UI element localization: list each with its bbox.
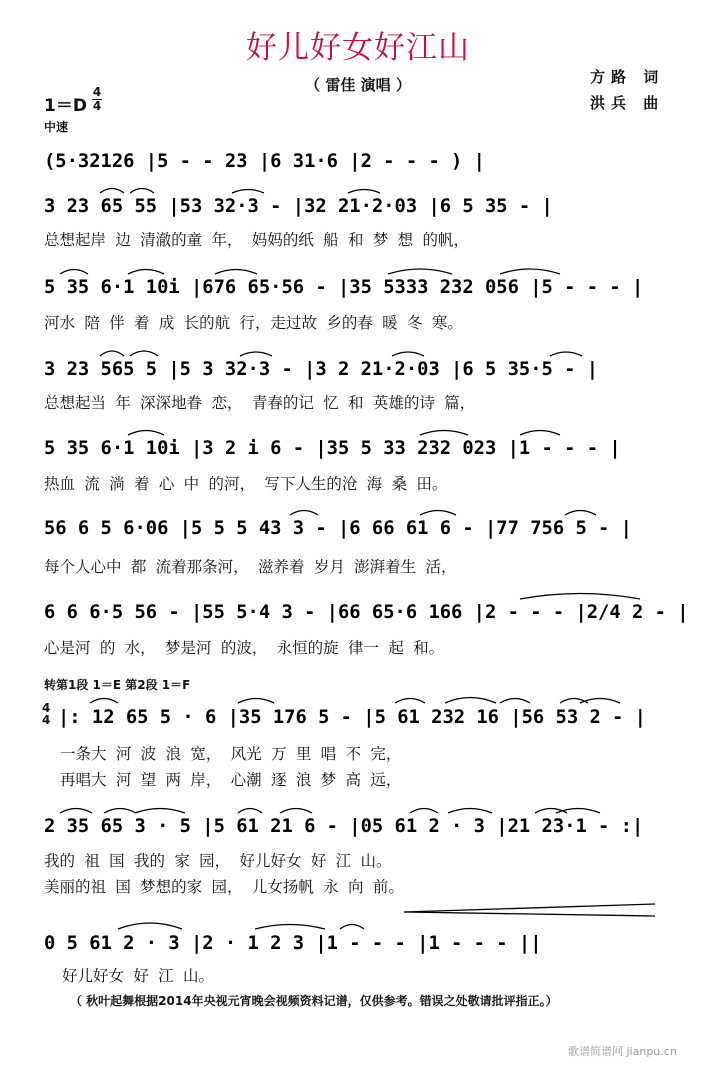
- lyric-line: 一条大 河 波 浪 宽， 风光 万 里 唱 不 完，: [60, 745, 402, 763]
- lyric-line: 每个人心中 都 流着那条河， 滋养着 岁月 澎湃着生 活，: [44, 558, 457, 576]
- lyric-line: 再唱大 河 望 两 岸， 心潮 逐 浪 梦 高 远，: [60, 771, 402, 789]
- subtitle: （ 雷佳 演唱 ）: [305, 76, 411, 94]
- notation-line: 3 23 65 55 |53 32·3 - |32 21·2·03 |6 5 35 - |: [44, 196, 553, 217]
- lyric-line: 总想起岸 边 清澈的童 年， 妈妈的纸 船 和 梦 想 的帆，: [44, 231, 469, 249]
- lyric-line: 美丽的祖 国 梦想的家 园， 儿女扬帆 永 向 前。: [44, 878, 404, 896]
- lyric-line: 好儿好女 好 江 山。: [62, 967, 214, 985]
- lyric-line: 心是河 的 水， 梦是河 的波， 永恒的旋 律一 起 和。: [44, 639, 445, 657]
- notation-line: 5 35 6·1 10i |3 2 i 6 - |35 5 33 232 023 |1 - - - |: [44, 438, 621, 459]
- watermark: 歌谱简谱网 jianpu.cn: [568, 1045, 677, 1058]
- page-title: 好儿好女好江山: [246, 30, 470, 66]
- notation-line: 3 23 565 5 |5 3 32·3 - |3 2 21·2·03 |6 5 35·5 - |: [44, 359, 599, 380]
- lyric-line: 总想起当 年 深深地眷 恋， 青春的记 忆 和 英雄的诗 篇，: [44, 394, 476, 412]
- key-signature: 1＝D: [44, 96, 87, 116]
- notation-line: 5 35 6·1 10i |676 65·56 - |35 5333 232 056 |5 - - - |: [44, 277, 644, 298]
- lyric-line: 河水 陪 伴 着 成 长的航 行，走过故 乡的春 暖 冬 寒。: [44, 314, 463, 332]
- footer-note: （ 秋叶起舞根据2014年央视元宵晚会视频资料记谱，仅供参考。错误之处敬请批评指正。）: [70, 994, 558, 1008]
- notation-line: 6 6 6·5 56 - |55 5·4 3 - |66 65·6 166 |2 - - - |2/4 2 - |: [44, 602, 689, 623]
- modulation-note: 转第1段 1＝E 第2段 1＝F: [44, 678, 191, 692]
- notation-line: 56 6 5 6·06 |5 5 5 43 3 - |6 66 61 6 - |77 756 5 - |: [44, 518, 632, 539]
- notation-line: 2 35 65 3 · 5 |5 61 21 6 - |05 61 2 · 3 |21 23·1 - :|: [44, 816, 644, 837]
- notation-line: 0 5 61 2 · 3 |2 · 1 2 3 |1 - - - |1 - - - ||: [44, 933, 542, 954]
- notation-line: |: 12 65 5 · 6 |35 176 5 - |5 61 232 16 |56 53 2 - |: [58, 707, 646, 728]
- time-signature: 4 4: [92, 85, 102, 113]
- composer-credit: 洪兵 曲: [590, 94, 665, 112]
- time-signature-section2: 4 4: [42, 701, 51, 727]
- tempo-marking: 中速: [44, 120, 69, 134]
- lyric-line: 我的 祖 国 我的 家 园， 好儿好女 好 江 山。: [44, 852, 392, 870]
- lyricist-credit: 方路 词: [590, 68, 665, 86]
- lyric-line: 热血 流 淌 着 心 中 的河， 写下人生的沧 海 桑 田。: [44, 475, 448, 493]
- notation-line: (5·32126 |5 - - 23 |6 31·6 |2 - - - ) |: [44, 151, 485, 172]
